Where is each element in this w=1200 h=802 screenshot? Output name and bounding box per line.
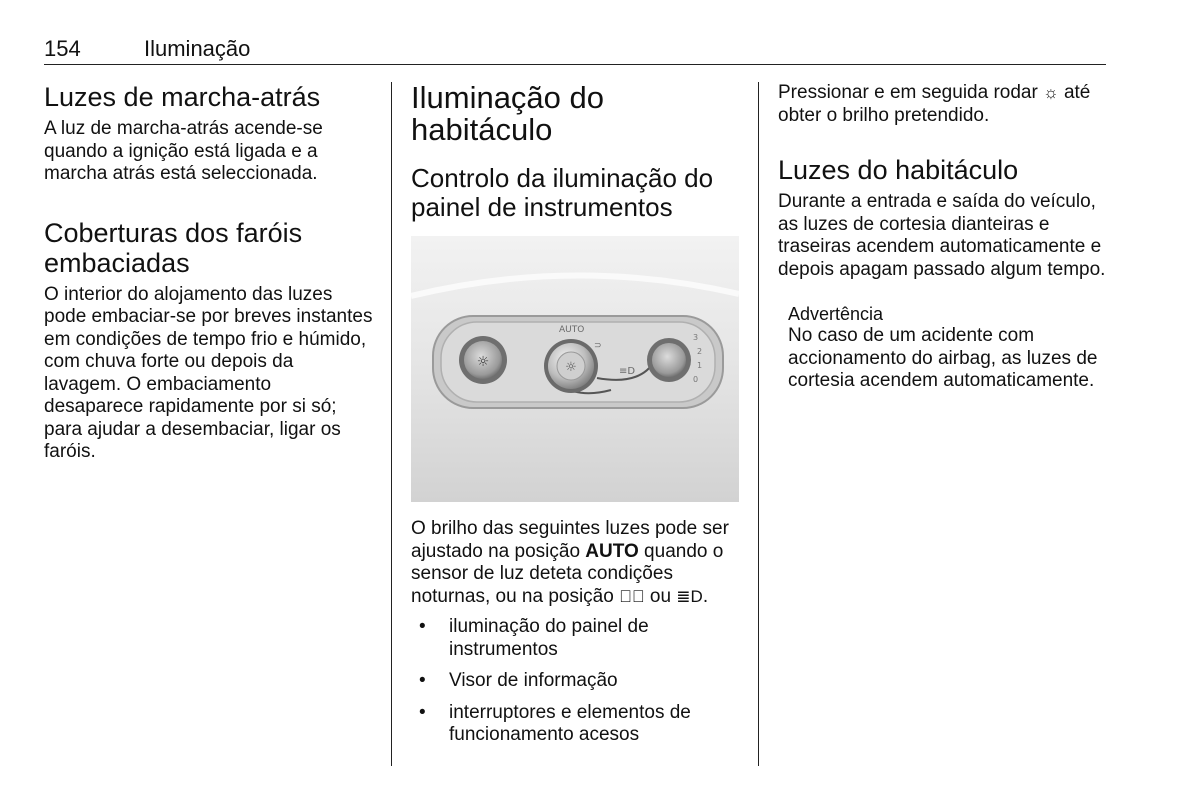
svg-text:≡D: ≡D [619, 366, 636, 377]
bullet: • [419, 616, 426, 637]
dashboard-photo [411, 236, 739, 502]
svg-text:☼: ☼ [476, 354, 490, 370]
dimmer-icon: ☼ [1043, 83, 1059, 102]
column-left [44, 82, 374, 464]
list-item: • Visor de informação [419, 670, 618, 691]
warning-title: Advertência [788, 304, 884, 324]
column-right [778, 82, 1110, 393]
list-item: • interruptores e elementos de funcionamento acesos [419, 701, 691, 745]
svg-text:☼: ☼ [565, 360, 577, 375]
adjustable-lights-list [411, 616, 743, 747]
headlights-icon: ≣D [676, 586, 703, 606]
column-divider [391, 82, 392, 766]
paragraph-brightness-intro: O brilho das seguintes luzes pode ser ajustado na posição AUTO quando o sensor de luz deteta condições noturnas, ou na posição ⁼᪷ ou ≣D. [411, 518, 729, 607]
paragraph-interior-lights: Durante a entrada e saída do veículo, as luzes de cortesia dianteiras e traseiras acendem automaticamente e depois apagam passado algum tempo. [778, 191, 1106, 280]
light-switch-illustration [411, 236, 739, 502]
paragraph-fogged-covers: O interior do alojamento das luzes pode embaciar-se por breves instantes em condições de tempo frio e húmido, com chuva forte ou depois da lavagem. O embaciamento desaparece rapidamente por si só; para ajudar a desembaciar, ligar os faróis. [44, 283, 373, 462]
column-divider [758, 82, 759, 766]
auto-keyword: AUTO [585, 540, 639, 562]
heading-instrument-panel-control: Controlo da iluminação do painel de instrumentos [411, 163, 714, 222]
dial-mark: 0 [693, 375, 699, 384]
column-middle [411, 82, 743, 747]
bullet: • [419, 670, 426, 691]
heading-interior-lighting: Iluminação do habitáculo [411, 80, 605, 147]
bullet: • [419, 701, 426, 723]
warning-text: No caso de um acidente com accionamento do airbag, as luzes de cortesia acendem automaticamente. [788, 325, 1098, 391]
dial-mark: 1 [697, 361, 703, 370]
heading-reversing-lights: Luzes de marcha-atrás [44, 82, 321, 112]
list-item: • iluminação do painel de instrumentos [419, 616, 649, 660]
paragraph-reversing-lights: A luz de marcha-atrás acende-se quando a ignição está ligada e a marcha atrás está seleccionada. [44, 118, 323, 184]
heading-fogged-covers: Coberturas dos faróis embaciadas [44, 217, 303, 278]
svg-text:⊃: ⊃ [594, 341, 602, 351]
section-title: Iluminação [144, 36, 251, 61]
auto-label: AUTO [559, 325, 585, 335]
dial-mark: 2 [697, 347, 703, 356]
sidelights-icon: ⁼᪷ [619, 586, 645, 606]
dial-mark: 3 [693, 333, 699, 342]
page-number: 154 [44, 36, 81, 61]
paragraph-rotate-dimmer: Pressionar e em seguida rodar ☼ até obter o brilho pretendido. [778, 82, 1091, 126]
heading-interior-lights: Luzes do habitáculo [778, 155, 1019, 185]
warning-box [788, 303, 1110, 393]
page-header [44, 36, 1106, 65]
